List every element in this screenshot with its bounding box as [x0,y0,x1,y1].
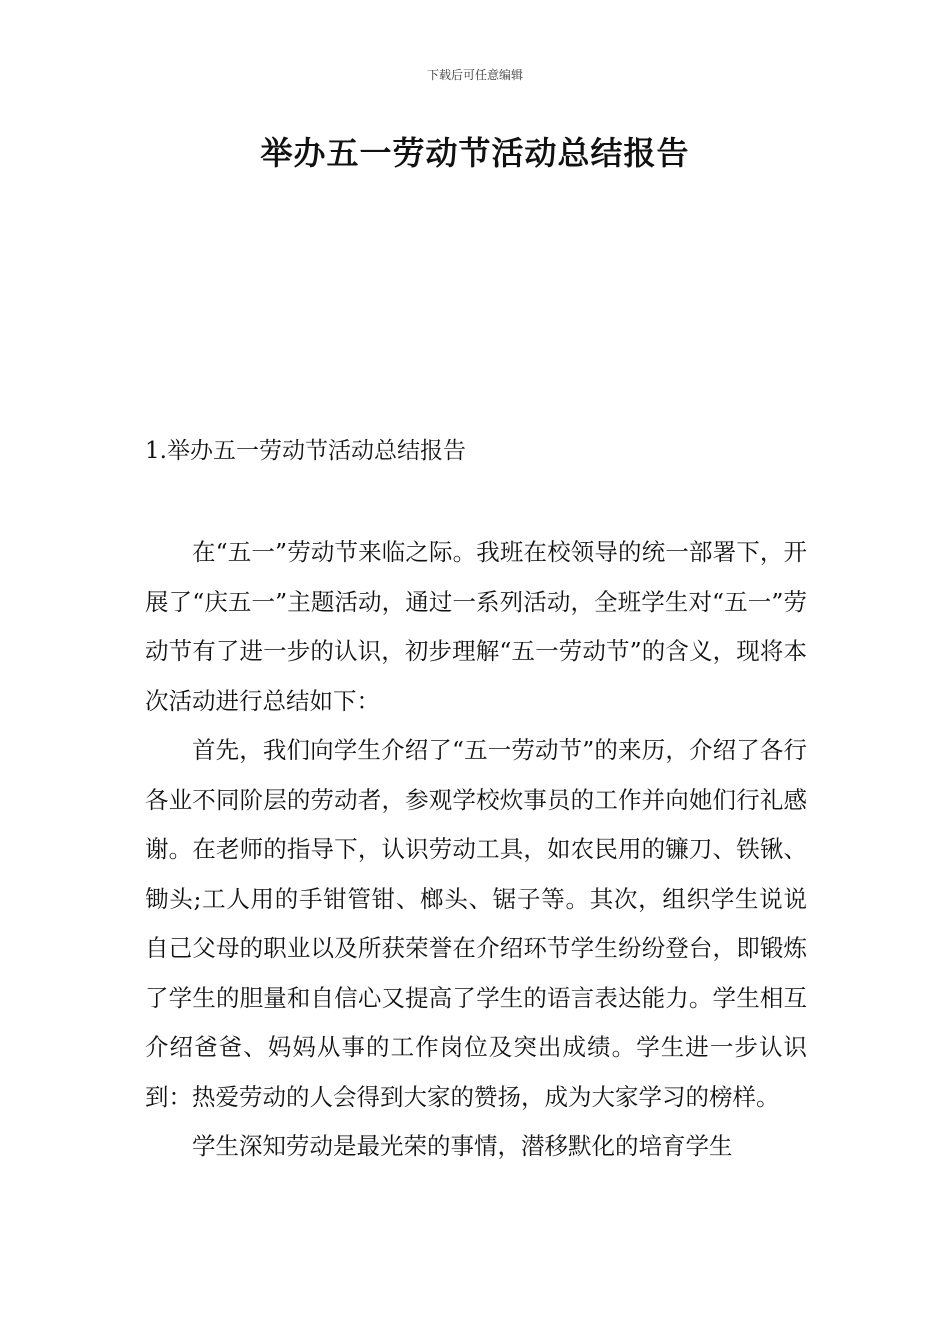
paragraph-2: 首先，我们向学生介绍了“五一劳动节”的来历，介绍了各行各业不同阶层的劳动者，参观学校炊事员的工作并向她们行礼感谢。在老师的指导下，认识劳动工具，如农民用的镰刀、铁锹、锄头;工人用的手钳管钳、榔头、锯子等。其次，组织学生说说自己父母的职业以及所获荣誉在介绍环节学生纷纷登台，即锻炼了学生的胆量和自信心又提高了学生的语言表达能力。学生相互介绍爸爸、妈妈从事的工作岗位及突出成绩。学生进一步认识到：热爱劳动的人会得到大家的赞扬，成为大家学习的榜样。 [145,736,807,1111]
section-heading: 1.举办五一劳动节活动总结报告 [145,438,466,464]
document-title: 举办五一劳动节活动总结报告 [260,134,690,172]
body-text [145,528,807,1172]
paragraph-3: 学生深知劳动是最光荣的事情，潜移默化的培育学生 [192,1132,733,1160]
paragraph-1: 在“五一”劳动节来临之际。我班在校领导的统一部署下，开展了“庆五一”主题活动，通过一系列活动，全班学生对“五一”劳动节有了进一步的认识，初步理解“五一劳动节”的含义，现将本次活动进行总结如下： [145,538,807,715]
header-note: 下载后可任意编辑 [426,68,523,82]
